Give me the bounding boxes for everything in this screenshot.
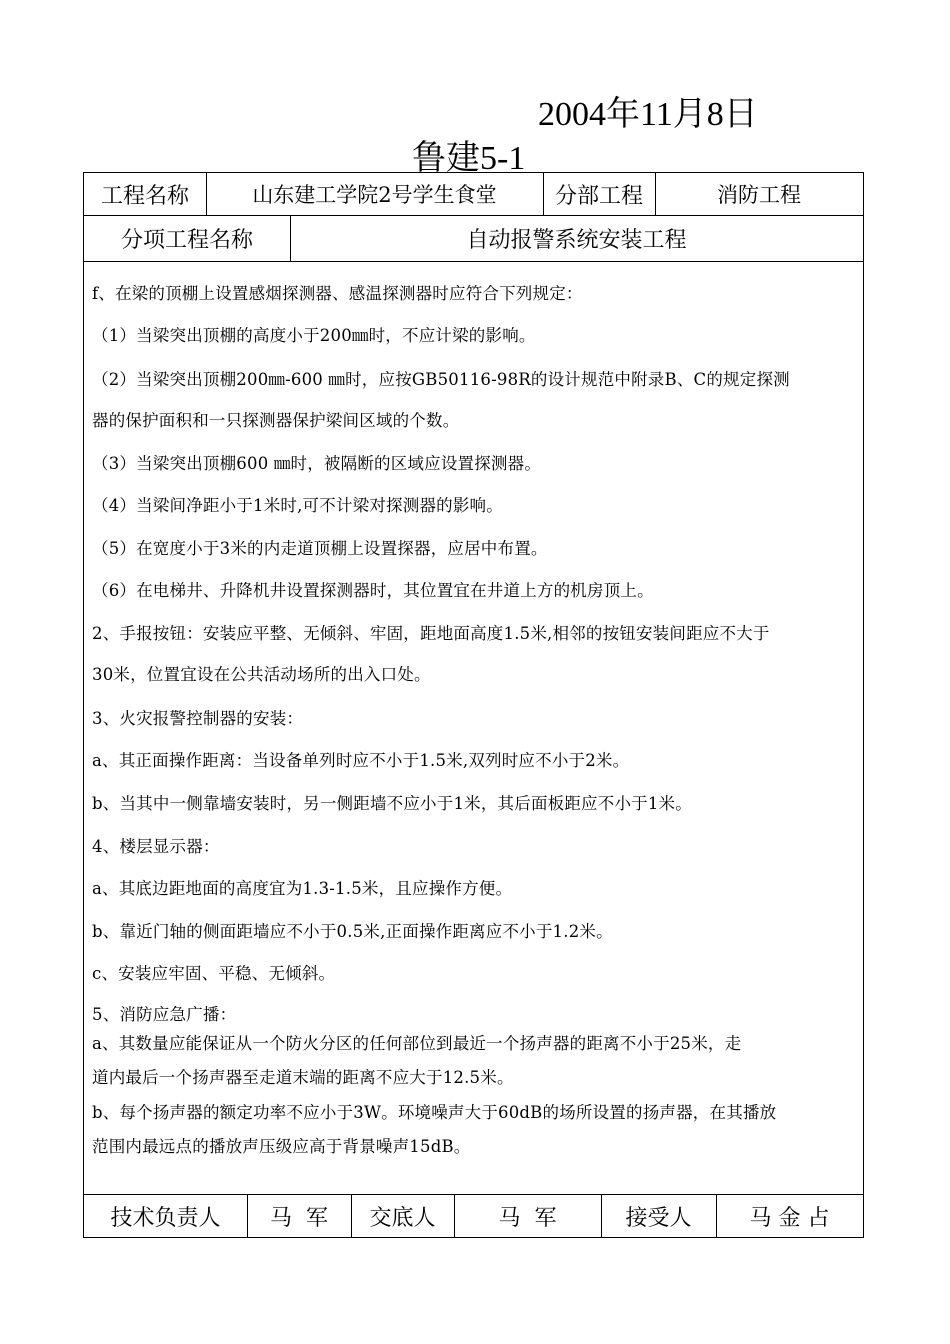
content-line: （3）当梁突出顶棚600 ㎜时，被隔断的区域应设置探测器。 [92, 454, 542, 473]
receiver-label: 接受人 [625, 1205, 692, 1231]
project-name-label: 工程名称 [100, 183, 189, 209]
content-line: （4）当梁间净距小于1米时,可不计梁对探测器的影响。 [92, 496, 503, 515]
briefing-form [83, 172, 864, 1238]
receiver-name: 马 金 占 [749, 1205, 830, 1231]
content-line: f、在梁的顶棚上设置感烟探测器、感温探测器时应符合下列规定： [92, 284, 583, 303]
content-line: 5、消防应急广播： [92, 1005, 237, 1024]
content-line: b、每个扬声器的额定功率不应小于3W。环境噪声大于60dB的场所设置的扬声器，在其播放 [92, 1103, 777, 1122]
content-line: b、靠近门轴的侧面距墙应不小于0.5米,正面操作距离应不小于1.2米。 [92, 922, 613, 941]
content-line: 3、火灾报警控制器的安装： [92, 709, 304, 728]
content-line: 范围内最远点的播放声压级应高于背景噪声15dB。 [92, 1137, 471, 1156]
content-line: （6）在电梯井、升降机井设置探测器时，其位置宜在井道上方的机房顶上。 [92, 581, 654, 600]
division-label: 分部工程 [554, 183, 643, 209]
division-value: 消防工程 [717, 183, 801, 207]
content-line: c、安装应牢固、平稳、无倾斜。 [92, 964, 336, 983]
content-line: b、当其中一侧靠墙安装时，另一侧距墙不应小于1米，其后面板距应不小于1米。 [92, 794, 692, 813]
document-code: 鲁建5-1 [412, 140, 526, 177]
content-line: 2、手报按钮：安装应平整、无倾斜、牢固，距地面高度1.5米,相邻的按钮安装间距应不大于 [92, 624, 770, 643]
content-line: a、其正面操作距离：当设备单列时应不小于1.5米,双列时应不小于2米。 [92, 751, 630, 770]
content-line: a、其数量应能保证从一个防火分区的任何部位到最近一个扬声器的距离不小于25米，走 [92, 1034, 742, 1053]
subitem-label: 分项工程名称 [120, 228, 253, 253]
content-line: （1）当梁突出顶棚的高度小于200㎜时，不应计梁的影响。 [92, 326, 536, 345]
content-line: 4、楼层显示器： [92, 837, 220, 856]
project-name-value: 山东建工学院2号学生食堂 [252, 183, 497, 207]
tech-lead-name: 马 军 [270, 1205, 328, 1231]
document-date: 2004年11月8日 [538, 96, 758, 133]
tech-lead-label: 技术负责人 [110, 1205, 221, 1231]
subitem-value: 自动报警系统安装工程 [466, 228, 687, 253]
briefing-content [92, 262, 860, 1194]
content-line: 30米，位置宜设在公共活动场所的出入口处。 [92, 665, 431, 684]
content-line: （2）当梁突出顶棚200㎜-600 ㎜时，应按GB50116-98R的设计规范中附录B、C的规定探测 [92, 370, 790, 389]
content-line: a、其底边距地面的高度宜为1.3-1.5米，且应操作方便。 [92, 879, 513, 898]
briefer-label: 交底人 [369, 1205, 436, 1231]
content-line: 器的保护面积和一只探测器保护梁间区域的个数。 [92, 411, 460, 430]
content-line: 道内最后一个扬声器至走道末端的距离不应大于12.5米。 [92, 1068, 514, 1087]
content-line: （5）在宽度小于3米的内走道顶棚上设置探器，应居中布置。 [92, 539, 548, 558]
briefer-name: 马 军 [498, 1205, 557, 1231]
